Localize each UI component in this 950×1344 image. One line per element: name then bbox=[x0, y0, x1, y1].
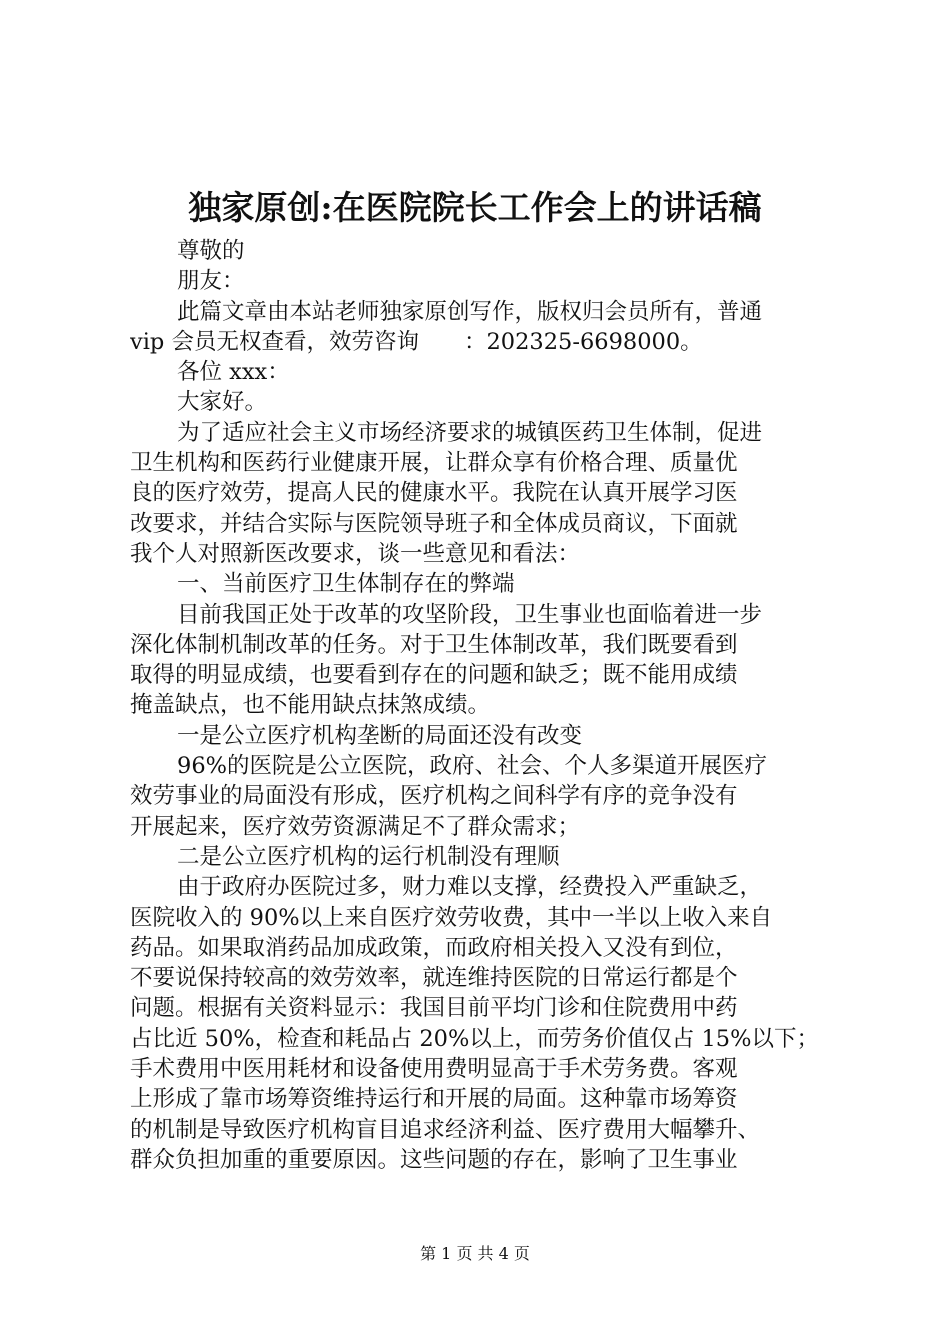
document-title: 独家原创:在医院院长工作会上的讲话稿 bbox=[188, 188, 762, 227]
body-line: 手术费用中医用耗材和设备使用费明显高于手术劳务费。客观 bbox=[130, 1056, 738, 1083]
body-line: 改要求，并结合实际与医院领导班子和全体成员商议，下面就 bbox=[130, 510, 738, 537]
body-line: 良的医疗效劳，提高人民的健康水平。我院在认真开展学习医 bbox=[130, 480, 738, 507]
body-line: 96%的医院是公立医院，政府、社会、个人多渠道开展医疗 bbox=[177, 753, 768, 780]
body-line: 取得的明显成绩，也要看到存在的问题和缺乏；既不能用成绩 bbox=[130, 662, 738, 689]
body-line: 深化体制机制改革的任务。对于卫生体制改革，我们既要看到 bbox=[130, 631, 738, 658]
body-line: 一是公立医疗机构垄断的局面还没有改变 bbox=[177, 722, 583, 749]
body-line: 一、当前医疗卫生体制存在的弊端 bbox=[177, 571, 515, 598]
body-line: 大家好。 bbox=[177, 389, 268, 416]
body-line: 效劳事业的局面没有形成，医疗机构之间科学有序的竞争没有 bbox=[130, 783, 738, 810]
document-body bbox=[130, 236, 830, 1175]
body-line: 由于政府办医院过多，财力难以支撑，经费投入严重缺乏， bbox=[177, 874, 763, 901]
body-line: 此篇文章由本站老师独家原创写作，版权归会员所有，普通 bbox=[177, 298, 763, 325]
body-line: 医院收入的 90%以上来自医疗效劳收费，其中一半以上收入来自 bbox=[130, 904, 773, 931]
body-line: 我个人对照新医改要求，谈一些意见和看法： bbox=[130, 540, 581, 567]
body-line: 群众负担加重的重要原因。这些问题的存在，影响了卫生事业 bbox=[130, 1146, 738, 1173]
body-line: 不要说保持较高的效劳效率，就连维持医院的日常运行都是个 bbox=[130, 965, 738, 992]
body-line: 二是公立医疗机构的运行机制没有理顺 bbox=[177, 843, 560, 870]
body-line: 占比近 50%，检查和耗品占 20%以上，而劳务价值仅占 15%以下； bbox=[130, 1025, 819, 1052]
body-line: 开展起来，医疗效劳资源满足不了群众需求； bbox=[130, 813, 581, 840]
body-line: 目前我国正处于改革的攻坚阶段，卫生事业也面临着进一步 bbox=[177, 601, 763, 628]
body-line: 的机制是导致医疗机构盲目追求经济利益、医疗费用大幅攀升、 bbox=[130, 1116, 761, 1143]
body-line: 各位 xxx： bbox=[177, 359, 290, 386]
body-line: 卫生机构和医药行业健康开展，让群众享有价格合理、质量优 bbox=[130, 450, 738, 477]
body-line: 尊敬的 bbox=[177, 238, 245, 264]
body-line: 为了适应社会主义市场经济要求的城镇医药卫生体制，促进 bbox=[177, 419, 763, 446]
body-line: vip 会员无权查看，效劳咨询 ：202325-6698000。 bbox=[130, 328, 703, 355]
body-line: 上形成了靠市场筹资维持运行和开展的局面。这种靠市场筹资 bbox=[130, 1086, 738, 1113]
page-footer: 第 1 页 共 4 页 bbox=[420, 1244, 530, 1263]
body-line: 朋友： bbox=[177, 268, 245, 295]
body-line: 药品。如果取消药品加成政策，而政府相关投入又没有到位， bbox=[130, 934, 738, 961]
body-line: 问题。根据有关资料显示：我国目前平均门诊和住院费用中药 bbox=[130, 995, 738, 1022]
body-line: 掩盖缺点，也不能用缺点抹煞成绩。 bbox=[130, 692, 491, 719]
